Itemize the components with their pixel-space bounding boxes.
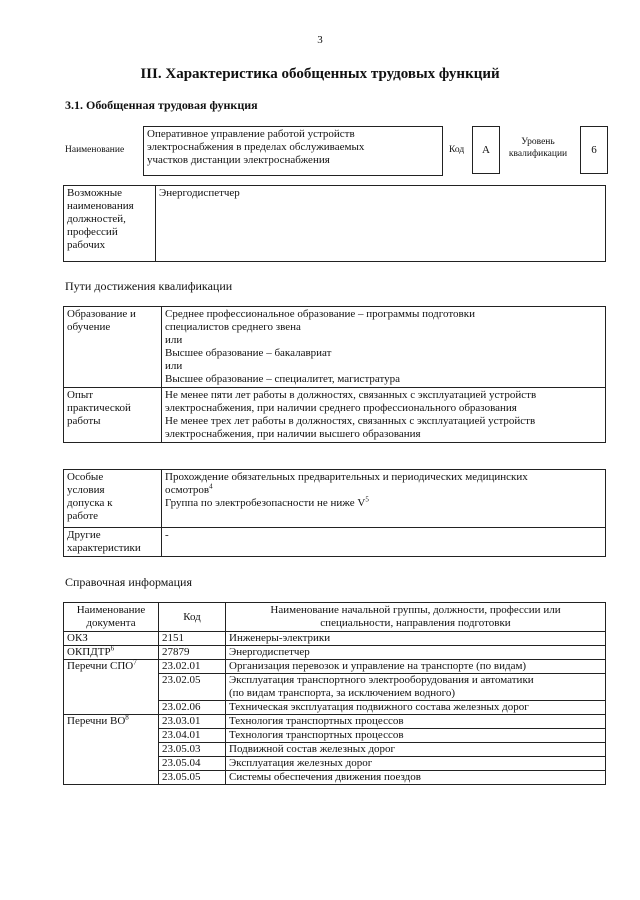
- value-line: [165, 497, 602, 510]
- value-line: Среднее профессиональное образование – программы подготовки: [165, 308, 475, 320]
- label-line: Другие: [67, 529, 101, 541]
- label-line: Возможные: [67, 187, 122, 199]
- value-line: Не менее пяти лет работы в должностях, связанных с эксплуатацией устройств: [165, 389, 537, 401]
- header-code: Код: [159, 603, 226, 632]
- value-text: Группа по электробезопасности не ниже V: [165, 497, 366, 509]
- other-label: [64, 528, 162, 557]
- value-line: Высшее образование – специалитет, магистратура: [165, 373, 401, 385]
- name-label: Наименование: [65, 145, 125, 155]
- doc-text: Перечни ВО: [67, 715, 126, 727]
- footnote-ref: 6: [110, 644, 115, 653]
- name-cell: Инженеры-электрики: [226, 632, 606, 646]
- value-line: электроснабжения, при наличии высшего образования: [165, 428, 421, 440]
- doc-text: Перечни СПО: [67, 660, 134, 672]
- code-cell: 2151: [159, 632, 226, 646]
- name-cell: Техническая эксплуатация подвижного состава железных дорог: [226, 701, 606, 715]
- header-line: документа: [86, 617, 136, 629]
- name-cell: Технология транспортных процессов: [226, 715, 606, 729]
- doc-cell: [64, 646, 159, 660]
- doc-cell: [64, 715, 159, 785]
- name-cell: [226, 674, 606, 701]
- section-title: III. Характеристика обобщенных трудовых функций: [140, 66, 500, 82]
- footnote-ref: 7: [133, 658, 137, 667]
- code-cell: 23.03.01: [159, 715, 226, 729]
- label-line: обучение: [67, 321, 111, 333]
- code-cell: 23.05.03: [159, 743, 226, 757]
- experience-label: [64, 388, 162, 443]
- doc-cell: [64, 660, 159, 715]
- education-label: [64, 307, 162, 388]
- label-line: Образование и: [67, 308, 136, 320]
- label-line: характеристики: [67, 542, 141, 554]
- table-row: [64, 646, 606, 660]
- name-cell: Эксплуатация железных дорог: [226, 757, 606, 771]
- education-value: [162, 307, 606, 388]
- value-line: или: [165, 334, 183, 346]
- label-line: условия: [67, 484, 105, 496]
- label-line: профессий: [67, 226, 118, 238]
- table-row: [64, 632, 606, 646]
- name-cell: Технология транспортных процессов: [226, 729, 606, 743]
- label-line: рабочих: [67, 239, 106, 251]
- value-line: Прохождение обязательных предварительных и периодических медицинских: [165, 471, 528, 483]
- footnote-ref: 5: [365, 495, 369, 504]
- footnote-ref: 4: [209, 482, 213, 491]
- value-line: специалистов среднего звена: [165, 321, 301, 333]
- reference-title: Справочная информация: [65, 575, 192, 589]
- label-line: Опыт: [67, 389, 94, 401]
- level-label-line: Уровень: [521, 137, 555, 147]
- level-label-line: квалификации: [508, 149, 568, 159]
- code-cell: 23.05.04: [159, 757, 226, 771]
- label-line: работе: [67, 510, 99, 522]
- name-cell: Системы обеспечения движения поездов: [226, 771, 606, 785]
- header-line: Наименование: [76, 604, 146, 616]
- conditions-table: [63, 469, 606, 557]
- level-value: 6: [580, 126, 608, 174]
- header-line: Наименование начальной группы, должности, профессии или: [270, 604, 561, 616]
- code-cell: 23.04.01: [159, 729, 226, 743]
- header-doc: [64, 603, 159, 632]
- value-line: или: [165, 360, 183, 372]
- code-cell: 27879: [159, 646, 226, 660]
- value-line: Высшее образование – бакалавриат: [165, 347, 332, 359]
- value-line: Не менее трех лет работы в должностях, связанных с эксплуатацией устройств: [165, 415, 536, 427]
- code-cell: 23.02.06: [159, 701, 226, 715]
- code-label: Код: [449, 145, 465, 155]
- page-number: 3: [317, 34, 323, 46]
- label-line: должностей,: [67, 213, 126, 225]
- footnote-ref: 8: [125, 713, 129, 722]
- value-line: электроснабжения, при наличии среднего профессионального образования: [165, 402, 517, 414]
- level-label: [503, 136, 573, 160]
- name-cell: Подвижной состав железных дорог: [226, 743, 606, 757]
- header-line: специальности, направления подготовки: [320, 617, 511, 629]
- experience-value: [162, 388, 606, 443]
- name-line: (по видам транспорта, за исключением водного): [229, 687, 456, 699]
- paths-title: Пути достижения квалификации: [65, 279, 233, 293]
- header-name: [226, 603, 606, 632]
- conditions-label: [64, 470, 162, 528]
- label-line: работы: [67, 415, 101, 427]
- code-value: А: [472, 126, 500, 174]
- positions-label: [64, 186, 156, 262]
- function-name-line: участков дистанции электроснабжения: [147, 154, 330, 166]
- code-cell: 23.02.05: [159, 674, 226, 701]
- table-row: [64, 715, 606, 729]
- other-value: -: [162, 528, 606, 557]
- function-name-line: Оперативное управление работой устройств: [147, 128, 355, 140]
- name-cell: Энергодиспетчер: [226, 646, 606, 660]
- function-name-line: электроснабжения в пределах обслуживаемых: [147, 141, 365, 153]
- name-line: Эксплуатация транспортного электрооборудования и автоматики: [229, 674, 534, 686]
- label-line: допуска к: [67, 497, 113, 509]
- conditions-value: [162, 470, 606, 528]
- doc-text: ОКПДТР: [67, 646, 111, 658]
- label-line: наименования: [67, 200, 134, 212]
- name-cell: Организация перевозок и управление на транспорте (по видам): [226, 660, 606, 674]
- positions-value: Энергодиспетчер: [156, 186, 606, 262]
- table-row: [64, 660, 606, 674]
- education-table: [63, 306, 606, 443]
- function-name-box: [143, 126, 443, 176]
- label-line: практической: [67, 402, 131, 414]
- subsection-title: 3.1. Обобщенная трудовая функция: [65, 98, 258, 112]
- label-line: Особые: [67, 471, 104, 483]
- reference-table: [63, 602, 606, 785]
- doc-cell: ОКЗ: [64, 632, 159, 646]
- code-cell: 23.02.01: [159, 660, 226, 674]
- value-line: [165, 484, 602, 497]
- code-cell: 23.05.05: [159, 771, 226, 785]
- positions-table: [63, 185, 606, 262]
- value-text: осмотров: [165, 484, 210, 496]
